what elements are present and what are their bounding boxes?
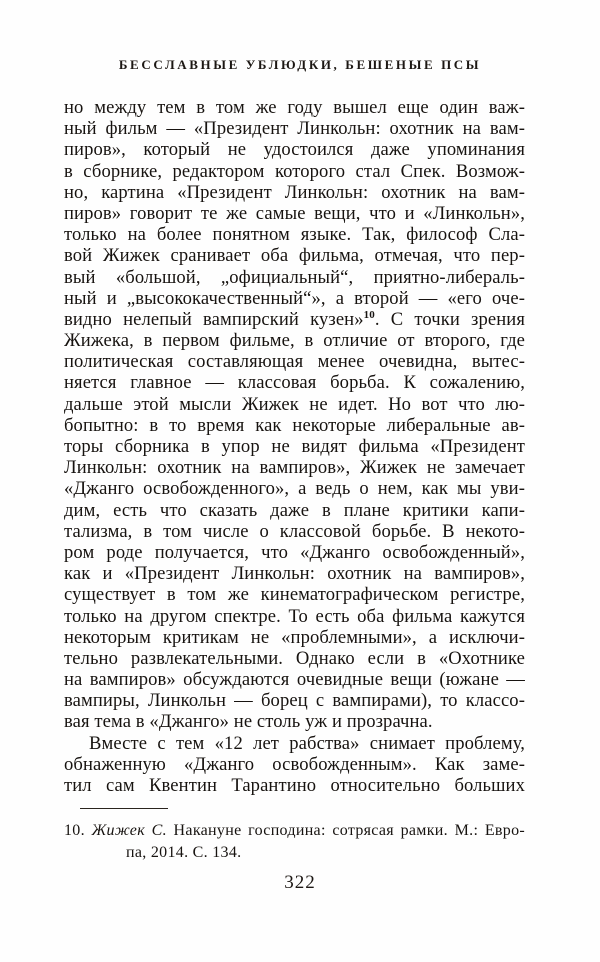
page-number: 322 — [284, 872, 316, 893]
text-line: Жижека, в первом фильме, в отличие от второго, где — [64, 330, 525, 352]
text-line: пиров» говорит те же самые вещи, что и «Линкольн», — [64, 202, 525, 224]
text-line: пиров», который не удостоился даже упоминания — [64, 139, 525, 161]
footnote-author: Жижек С. — [91, 822, 167, 839]
text-line: на вампиров» обсуждаются очевидные вещи (южане — — [64, 669, 525, 691]
footnote-reference: 10 — [363, 308, 375, 321]
text-line: обнаженную «Джанго освобожденным». Как заме- — [64, 753, 525, 775]
footnote — [64, 820, 525, 864]
text-line: тализма, в том числе о классовой борьбе. В некото- — [64, 520, 525, 542]
text-line: вый «большой, „официальный“, приятно-либераль- — [64, 266, 525, 288]
body-text — [64, 97, 525, 796]
text-line: существует в том же кинематографическом регистре, — [64, 584, 525, 606]
text-line: ный фильм — «Президент Линкольн: охотник на вам- — [64, 118, 525, 140]
text-line: в сборнике, редактором которого стал Спек. Возмож- — [64, 160, 525, 182]
footnote-rule — [80, 808, 168, 809]
text-line: видно нелепый вампирский кузен»$^{10}$. С точки зрения — [64, 308, 525, 330]
text-line: дальше этой мысли Жижек не идет. Но вот что лю- — [64, 393, 525, 415]
text-line: вой Жижек сранивает оба фильма, отмечая, что пер- — [64, 245, 525, 267]
text-line: политическая составляющая менее очевидна, вытес- — [64, 351, 525, 373]
text-line: Линкольн: охотник на вампиров», Жижек не замечает — [64, 457, 525, 479]
text-line: тил сам Квентин Тарантино относительно больших — [64, 775, 525, 796]
text-line: некоторым критикам не «проблемными», а исключи- — [64, 626, 525, 648]
text-line: торы сборника в упор не видят фильма «Президент — [64, 436, 525, 457]
text-line: как и «Президент Линкольн: охотник на вампиров», — [64, 563, 525, 585]
running-header: БЕССЛАВНЫЕ УБЛЮДКИ, БЕШЕНЫЕ ПСЫ — [118, 57, 482, 72]
text-line: дим, есть что сказать даже в плане критики капи- — [64, 499, 525, 521]
text-line: Вместе с тем «12 лет рабства» снимает проблему, — [89, 732, 525, 754]
text-line: бопытно: в то время как некоторые либеральные ав- — [64, 414, 525, 436]
text-line: вампиры, Линкольн — борец с вампирами), то классо- — [64, 690, 525, 712]
text-line: няется главное — классовая борьба. К сожалению, — [64, 372, 525, 394]
text-line: но между тем в том же году вышел еще один важ- — [64, 97, 525, 118]
text-line: «Джанго освобожденного», а ведь о нем, как мы уви- — [64, 478, 525, 500]
text-line: только на более понятном языке. Так, философ Сла- — [64, 224, 525, 246]
text-line: но, картина «Президент Линкольн: охотник на вам- — [64, 181, 525, 203]
footnote-text: Накануне господина: сотрясая рамки. М.: Евро- — [166, 822, 525, 839]
text-line: ный и „высококачественный“», а второй — «его оче- — [64, 287, 525, 309]
footnote-line — [64, 820, 525, 842]
text-line: тельно развлекательными. Однако если в «Охотнике — [64, 647, 525, 669]
text-line: ром роде получается, что «Джанго освобожденный», — [64, 541, 525, 563]
text-line: только на другом спектре. То есть оба фильма кажутся — [64, 605, 525, 627]
text-line: вая тема в «Джанго» не столь уж и прозрачна. — [64, 711, 433, 733]
footnote-marker: 10. — [64, 822, 92, 839]
footnote-line: па, 2014. С. 134. — [126, 844, 242, 861]
